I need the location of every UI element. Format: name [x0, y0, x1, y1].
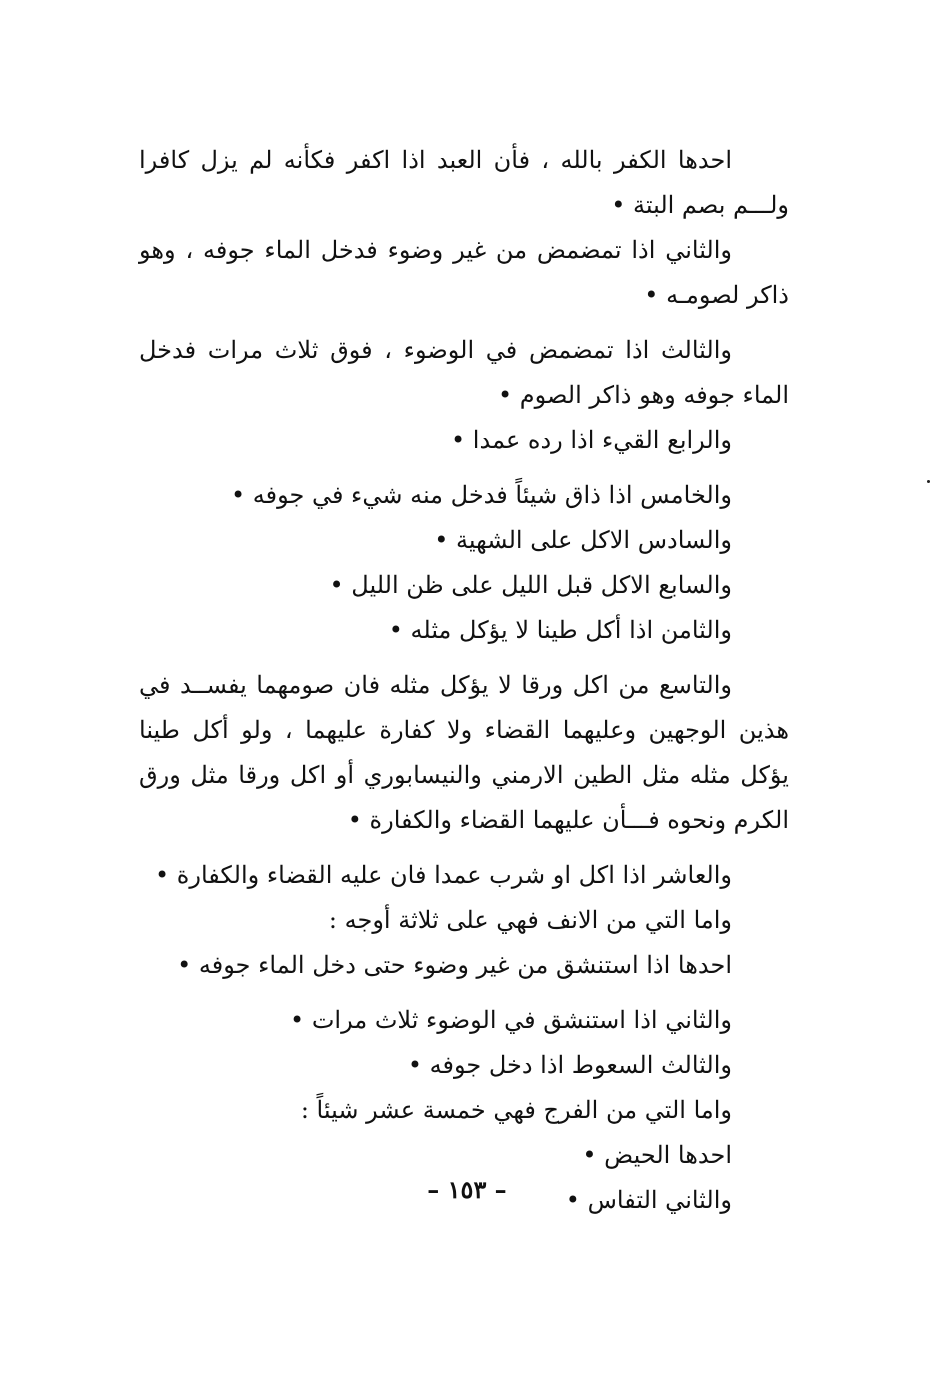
body-text	[139, 138, 789, 1223]
paragraph: والثالث السعوط اذا دخل جوفه •	[407, 1051, 732, 1079]
paragraph: واما التي من الانف فهي على ثلاثة أوجه :	[328, 906, 732, 934]
paragraph: والثاني التفاس •	[565, 1186, 732, 1214]
paragraph: والسابع الاكل قبل الليل على ظن الليل •	[329, 571, 732, 599]
paragraph: والثاني اذا تمضمض من غير وضوء فدخل الماء جوفه ، وهو ذاكر لصومـه •	[139, 236, 789, 309]
paragraph: والرابع القيء اذا رده عمدا •	[451, 426, 732, 454]
paragraph: والتاسع من اكل ورقا لا يؤكل مثله فان صومهما يفســد في هذين الوجهين وعليهما القضاء ولا كفارة عليهما ، ولو أكل طينا يؤكل مثله مثل الطين الارمني والنيسابوري أو اكل ورقا مثل ورق الكرم ونحوه فـــأن عليهما القضاء والكفارة •	[139, 671, 789, 834]
paragraph: واما التي من الفرج فهي خمسة عشر شيئاً :	[300, 1096, 732, 1124]
paragraph: احدها اذا استنشق من غير وضوء حتى دخل الماء جوفه •	[177, 951, 732, 979]
page-number: – ١٥٣ –	[427, 1175, 507, 1204]
paragraph: والخامس اذا ذاق شيئاً فدخل منه شيء في جوفه •	[230, 481, 732, 509]
paragraph: والثاني اذا استنشق في الوضوء ثلاث مرات •	[290, 1006, 732, 1034]
paragraph: والثالث اذا تمضمض في الوضوء ، فوق ثلاث مرات فدخل الماء جوفه وهو ذاكر الصوم •	[139, 336, 789, 409]
paragraph: احدها الحيض •	[582, 1141, 732, 1169]
paragraph: والعاشر اذا اكل او شرب عمدا فان عليه القضاء والكفارة •	[155, 861, 732, 889]
paragraph: احدها الكفر بالله ، فأن العبد اذا اكفر فكأنه لم يزل كافرا ولـــم بصم البتة •	[139, 146, 789, 219]
scan-speck	[927, 480, 930, 483]
paragraph: والسادس الاكل على الشهية •	[434, 526, 732, 554]
paragraph: والثامن اذا أكل طينا لا يؤكل مثله •	[388, 616, 732, 644]
